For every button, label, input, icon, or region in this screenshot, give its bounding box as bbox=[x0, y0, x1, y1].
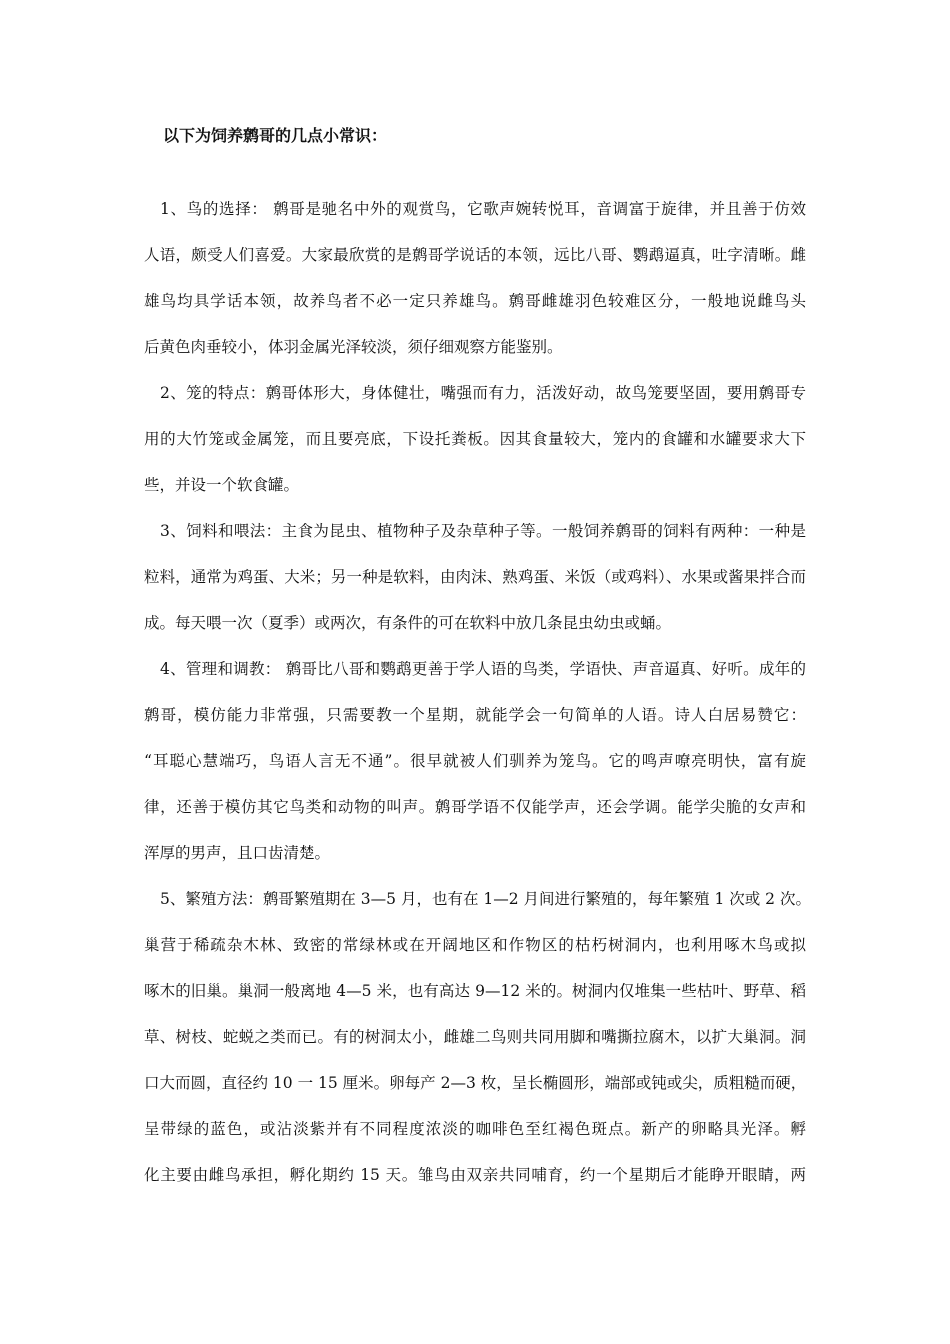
text-line: 些，并设一个软食罐。 bbox=[144, 476, 300, 494]
document-title: 以下为饲养鹩哥的几点小常识： bbox=[163, 126, 388, 145]
text-line: 草、树枝、蛇蜕之类而已。有的树洞太小，雌雄二鸟则共同用脚和嘴撕拉腐木，以扩大巢洞。洞 bbox=[144, 1028, 806, 1046]
text-line: 1、鸟的选择： 鹩哥是驰名中外的观赏鸟，它歌声婉转悦耳，音调富于旋律，并且善于仿效 bbox=[160, 200, 806, 218]
text-line: 3、饲料和喂法：主食为昆虫、植物种子及杂草种子等。一般饲养鹩哥的饲料有两种：一种是 bbox=[160, 522, 806, 540]
text-line: 4、管理和调教： 鹩哥比八哥和鹦鹉更善于学人语的鸟类，学语快、声音逼真、好听。成年的 bbox=[160, 660, 806, 678]
text-line: 成。每天喂一次（夏季）或两次，有条件的可在软料中放几条昆虫幼虫或蛹。 bbox=[144, 614, 672, 632]
text-line: 律，还善于模仿其它鸟类和动物的叫声。鹩哥学语不仅能学声，还会学调。能学尖脆的女声和 bbox=[144, 798, 806, 816]
text-line: 化主要由雌鸟承担，孵化期约 15 天。雏鸟由双亲共同哺育，约一个星期后才能睁开眼睛，两 bbox=[144, 1166, 806, 1184]
text-line: 巢营于稀疏杂木林、致密的常绿林或在开阔地区和作物区的枯朽树洞内，也利用啄木鸟或拟 bbox=[144, 936, 806, 954]
text-line: 雄鸟均具学话本领，故养鸟者不必一定只养雄鸟。鹩哥雌雄羽色较难区分，一般地说雌鸟头 bbox=[144, 292, 806, 310]
text-line: 用的大竹笼或金属笼，而且要亮底，下设托粪板。因其食量较大，笼内的食罐和水罐要求大下 bbox=[144, 430, 806, 448]
text-line: 5、繁殖方法：鹩哥繁殖期在 3—5 月，也有在 1—2 月间进行繁殖的，每年繁殖 1 次或 2 次。 bbox=[160, 890, 811, 908]
text-line: 鹩哥，模仿能力非常强，只需要教一个星期，就能学会一句简单的人语。诗人白居易赞它： bbox=[144, 706, 806, 724]
text-line: 人语，颇受人们喜爱。大家最欣赏的是鹩哥学说话的本领，远比八哥、鹦鹉逼真，吐字清晰。雌 bbox=[144, 246, 806, 264]
text-line: 后黄色肉垂较小，体羽金属光泽较淡，须仔细观察方能鉴别。 bbox=[144, 338, 563, 356]
text-line: “耳聪心慧端巧，鸟语人言无不通”。很早就被人们驯养为笼鸟。它的鸣声嘹亮明快，富有旋 bbox=[144, 752, 806, 770]
text-line: 口大而圆，直径约 10 一 15 厘米。卵每产 2—3 枚，呈长椭圆形，端部或钝或尖，质粗糙而硬， bbox=[144, 1074, 807, 1092]
text-line: 粒料，通常为鸡蛋、大米；另一种是软料，由肉沫、熟鸡蛋、米饭（或鸡料）、水果或酱果拌合而 bbox=[144, 568, 806, 586]
text-line: 2、笼的特点：鹩哥体形大，身体健壮，嘴强而有力，活泼好动，故鸟笼要坚固，要用鹩哥专 bbox=[160, 384, 806, 402]
text-line: 浑厚的男声，且口齿清楚。 bbox=[144, 844, 331, 862]
text-line: 啄木的旧巢。巢洞一般离地 4—5 米，也有高达 9—12 米的。树洞内仅堆集一些枯叶、野草、稻 bbox=[144, 982, 806, 1000]
text-line: 呈带绿的蓝色，或沾淡紫并有不同程度浓淡的咖啡色至红褐色斑点。新产的卵略具光泽。孵 bbox=[144, 1120, 806, 1138]
